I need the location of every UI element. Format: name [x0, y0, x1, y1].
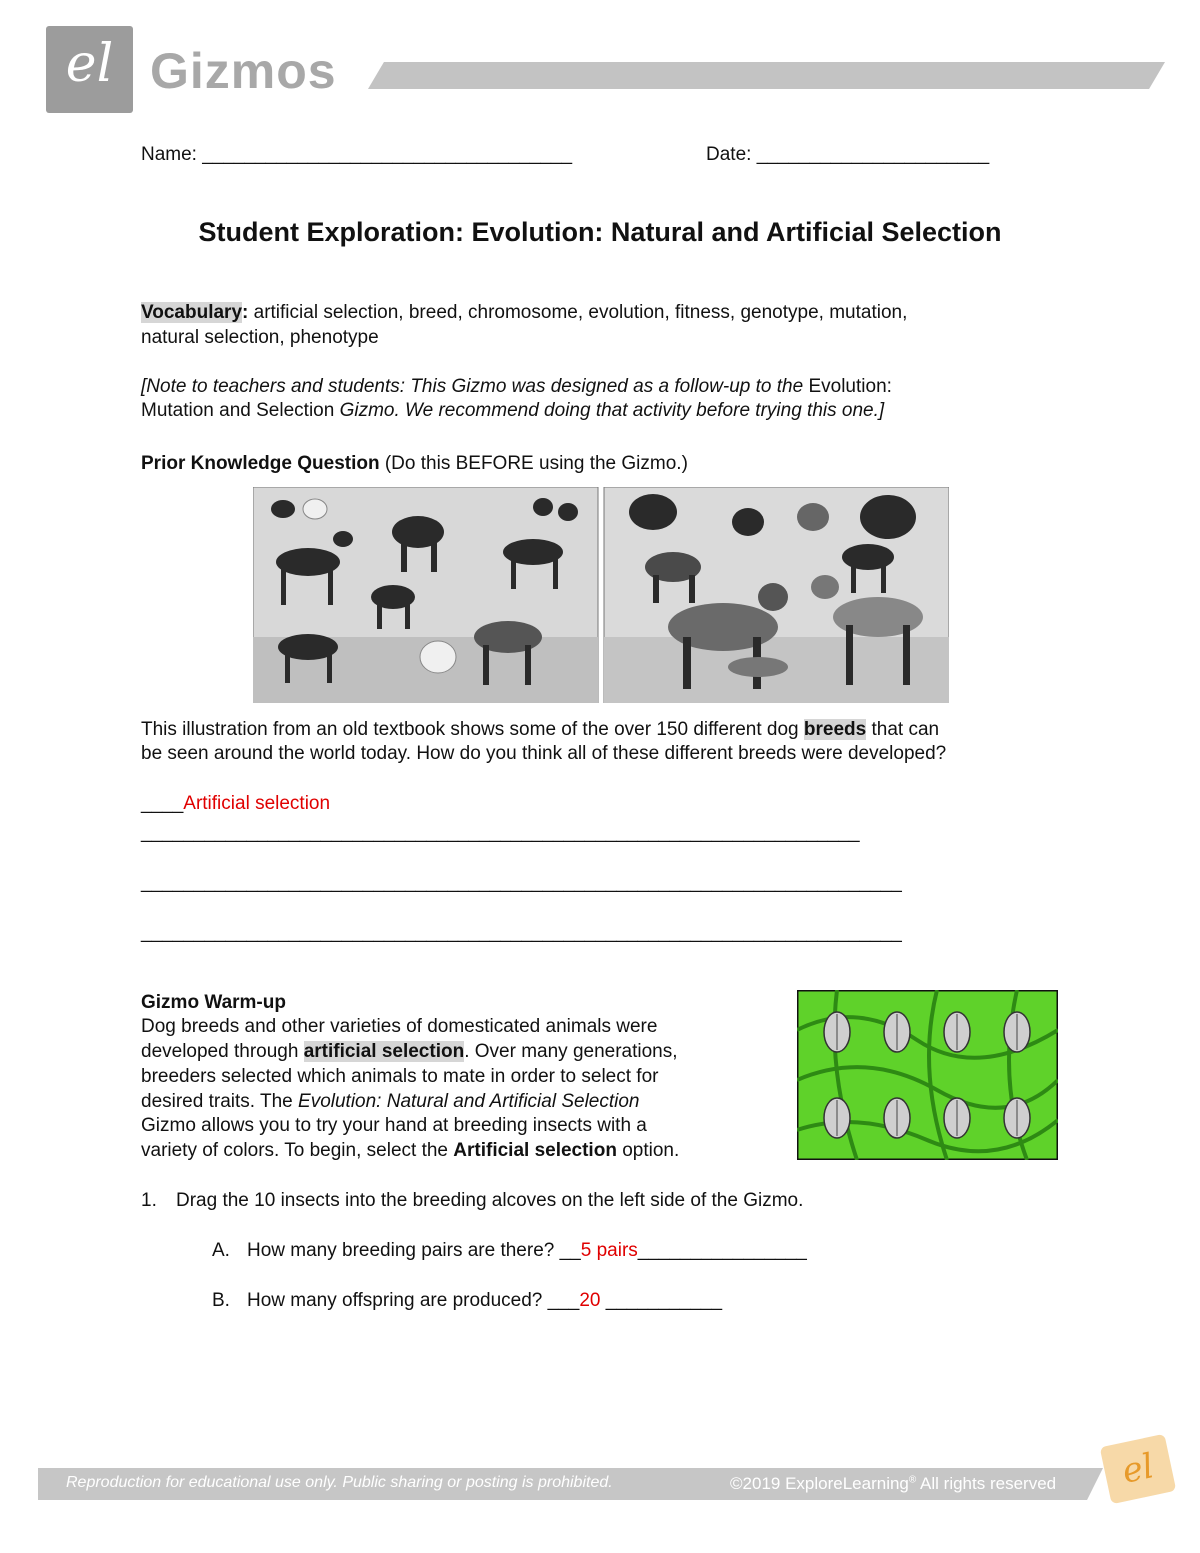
warmup-line-2	[141, 1041, 678, 1063]
gizmos-logo	[46, 26, 133, 113]
vocabulary-line-1	[141, 302, 907, 324]
warmup-line-6	[141, 1140, 679, 1162]
warmup-text-2a: developed through	[141, 1041, 304, 1062]
question-1b-answer: 20	[579, 1290, 601, 1311]
gizmo-name: Evolution: Natural and Artificial Selection	[298, 1091, 640, 1112]
answer-blank-line-2[interactable]: ________________________________________________________________________	[141, 872, 902, 893]
prior-instruction: (Do this BEFORE using the Gizmo.)	[379, 453, 688, 474]
header-bar	[368, 62, 1165, 89]
prior-text-1a: This illustration from an old textbook shows some of the over 150 different dog	[141, 719, 804, 740]
artificial-selection-term: artificial selection	[303, 1041, 465, 1062]
question-1a-letter: A.	[212, 1240, 230, 1261]
name-blank: ___________________________________	[202, 144, 573, 165]
footer-logo: el	[1100, 1434, 1177, 1504]
note-text-2b: Gizmo. We recommend doing that activity before trying this one.]	[339, 400, 885, 421]
date-label: Date:	[706, 144, 757, 165]
prior-text-1c: that can	[866, 719, 940, 740]
name-line	[141, 144, 572, 166]
answer-blank-line-1[interactable]: ____________________________________________________________________	[141, 822, 860, 843]
brand-name: Gizmos	[150, 43, 337, 99]
question-1a-line[interactable]	[247, 1240, 807, 1262]
vocabulary-colon: :	[242, 302, 249, 323]
prior-answer: Artificial selection	[183, 793, 331, 814]
question-1a-answer: 5 pairs	[580, 1240, 638, 1261]
warmup-line-4	[141, 1091, 640, 1113]
logo-glyph: el	[65, 34, 114, 94]
question-1b-letter: B.	[212, 1290, 230, 1311]
warmup-text-6a: variety of colors. To begin, select the	[141, 1140, 454, 1161]
question-1b-blank-pre: ___	[547, 1290, 580, 1311]
note-line-2	[141, 400, 884, 422]
date-line	[706, 144, 989, 166]
question-1a-text: How many breeding pairs are there?	[247, 1240, 560, 1261]
question-1b-blank-post: ___________	[600, 1290, 723, 1311]
registered-mark: ®	[908, 1474, 917, 1486]
copyright-symbol: ©	[730, 1474, 743, 1493]
question-1a-blank-pre: __	[559, 1240, 581, 1261]
footer-copyright	[730, 1474, 1056, 1494]
note-text-1a: [Note to teachers and students: This Gizmo was designed as a follow-up to the	[141, 376, 809, 397]
vocabulary-terms-1: artificial selection, breed, chromosome, evolution, fitness, genotype, mutation,	[248, 302, 908, 323]
copyright-year: 2019	[742, 1474, 781, 1493]
vocabulary-label: Vocabulary	[141, 302, 243, 323]
breeds-term: breeds	[803, 719, 867, 740]
footer-disclaimer: Reproduction for educational use only. Public sharing or posting is prohibited.	[66, 1474, 613, 1491]
warmup-text-2c: . Over many generations,	[464, 1041, 678, 1062]
note-text-1b: Evolution:	[808, 376, 892, 397]
warmup-line-3: breeders selected which animals to mate in order to select for	[141, 1066, 659, 1087]
dog-breeds-illustration	[253, 487, 949, 703]
answer-blank-line-3[interactable]: ________________________________________________________________________	[141, 922, 902, 943]
note-line-1	[141, 376, 892, 398]
name-label: Name:	[141, 144, 203, 165]
question-1-text: Drag the 10 insects into the breeding alcoves on the left side of the Gizmo.	[176, 1190, 804, 1211]
prior-paragraph-line-2: be seen around the world today. How do you think all of these different breeds were developed?	[141, 743, 947, 764]
prior-answer-line[interactable]	[141, 793, 330, 815]
company-name: ExploreLearning	[780, 1474, 909, 1493]
question-1b-line[interactable]	[247, 1290, 722, 1312]
question-1b-text: How many offspring are produced?	[247, 1290, 548, 1311]
artificial-selection-option: Artificial selection	[453, 1140, 617, 1161]
prior-paragraph-line-1	[141, 719, 939, 741]
prior-heading-line	[141, 453, 688, 475]
note-text-2a: Mutation and Selection	[141, 400, 340, 421]
warmup-heading: Gizmo Warm-up	[141, 992, 286, 1013]
page-title: Student Exploration: Evolution: Natural and Artificial Selection	[198, 217, 1002, 247]
vocabulary-line-2: natural selection, phenotype	[141, 327, 379, 348]
warmup-text-6c: option.	[616, 1140, 680, 1161]
question-1a-blank-post: ________________	[637, 1240, 807, 1261]
prior-heading: Prior Knowledge Question	[141, 453, 380, 474]
warmup-line-5: Gizmo allows you to try your hand at breeding insects with a	[141, 1115, 647, 1136]
insects-on-leaves-image	[797, 990, 1058, 1160]
answer-blank-prefix: ____	[141, 793, 184, 814]
date-blank: ______________________	[756, 144, 990, 165]
warmup-line-1: Dog breeds and other varieties of domesticated animals were	[141, 1016, 658, 1037]
question-1-number: 1.	[141, 1190, 157, 1211]
warmup-text-4a: desired traits. The	[141, 1091, 299, 1112]
rights-text: All rights reserved	[916, 1474, 1057, 1493]
